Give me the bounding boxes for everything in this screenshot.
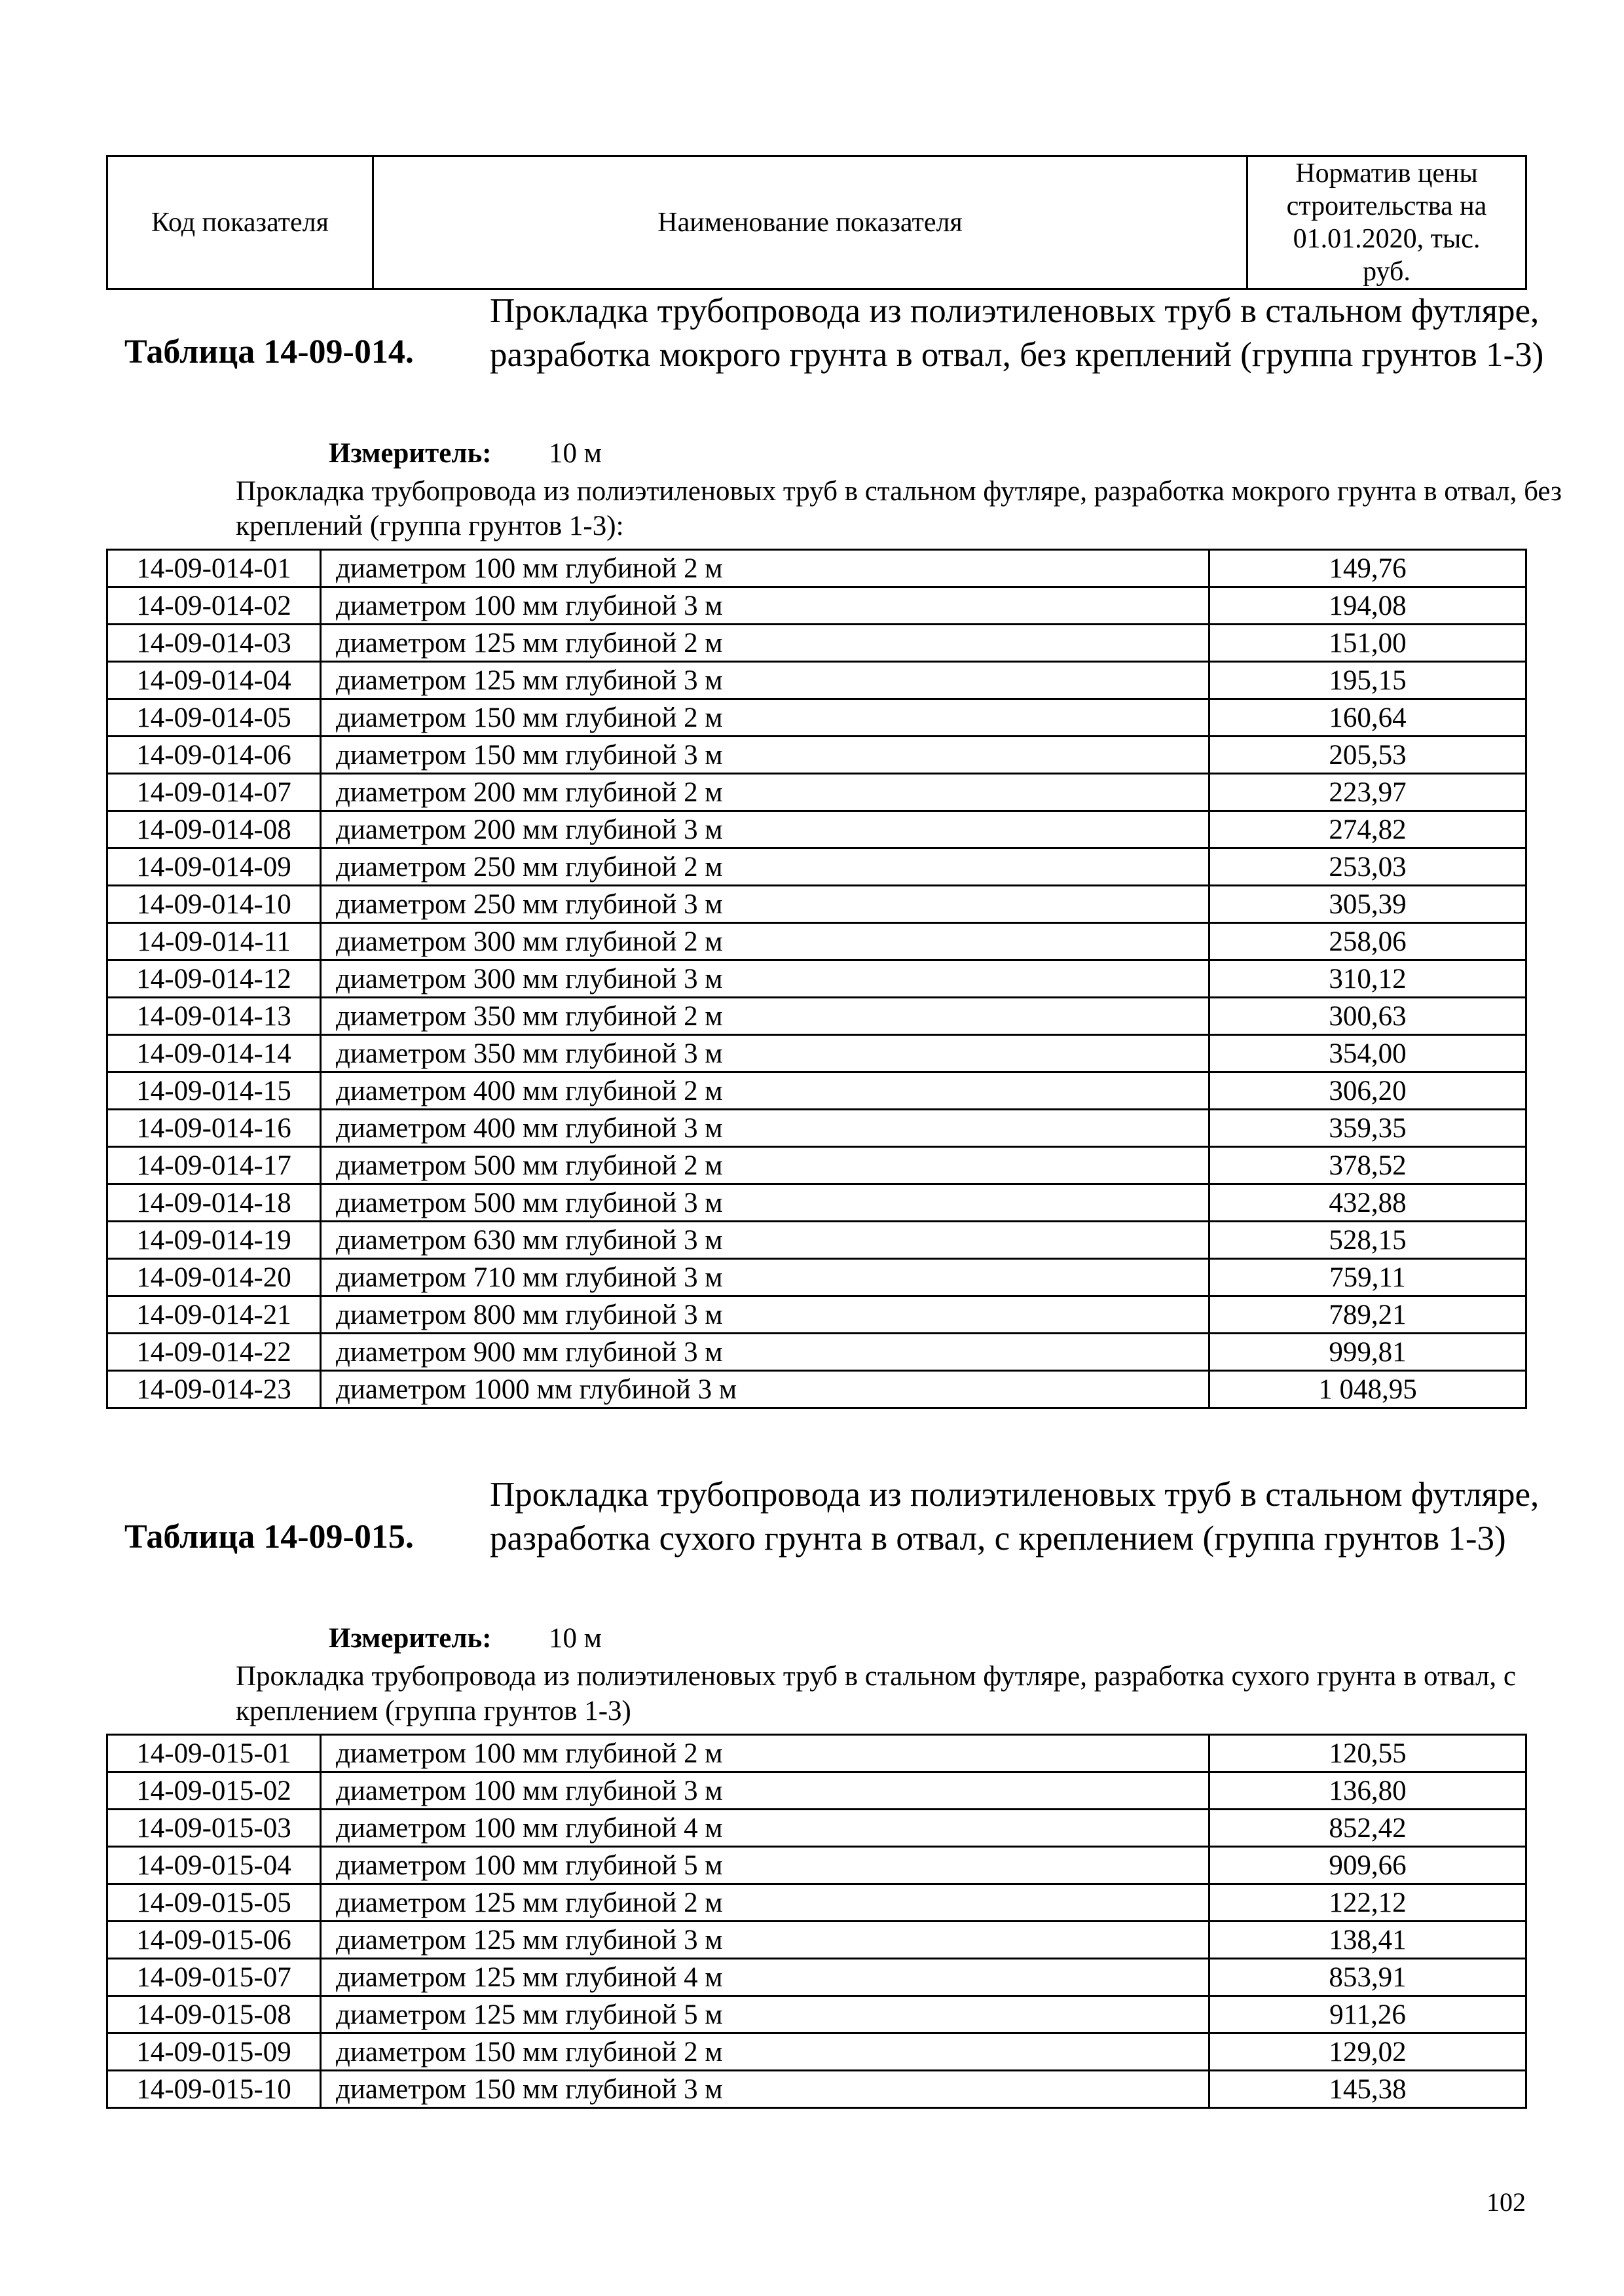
row-code: 14-09-014-17 [107, 1147, 321, 1184]
header-col-code: Код показателя [107, 156, 373, 289]
row-code: 14-09-015-02 [107, 1772, 321, 1810]
row-name: диаметром 500 мм глубиной 3 м [321, 1184, 1209, 1222]
row-code: 14-09-014-13 [107, 998, 321, 1035]
row-price: 789,21 [1209, 1296, 1526, 1334]
row-price: 310,12 [1209, 960, 1526, 998]
row-price: 253,03 [1209, 848, 1526, 886]
row-code: 14-09-014-19 [107, 1222, 321, 1259]
table-row [107, 2071, 1526, 2108]
row-code: 14-09-015-10 [107, 2071, 321, 2108]
row-price: 223,97 [1209, 774, 1526, 811]
row-code: 14-09-014-02 [107, 587, 321, 625]
table-title: Прокладка трубопровода из полиэтиленовых труб в стальном футляре, разработка мокрого грунта в отвал, без креплений (группа грунтов 1-3) [490, 292, 1544, 374]
row-name: диаметром 100 мм глубиной 3 м [321, 587, 1209, 625]
row-price: 999,81 [1209, 1334, 1526, 1371]
row-name: диаметром 500 мм глубиной 2 м [321, 1147, 1209, 1184]
table-label: Таблица 14-09-015. [124, 1518, 414, 1556]
row-code: 14-09-014-04 [107, 662, 321, 699]
data-table [106, 1734, 1527, 2109]
row-name: диаметром 150 мм глубиной 3 м [321, 737, 1209, 774]
row-name: диаметром 125 мм глубиной 2 м [321, 1884, 1209, 1922]
table-row [107, 550, 1526, 587]
row-name: диаметром 400 мм глубиной 3 м [321, 1110, 1209, 1147]
row-code: 14-09-014-18 [107, 1184, 321, 1222]
row-price: 194,08 [1209, 587, 1526, 625]
measure-label: Измеритель: [329, 1623, 492, 1654]
table-row [107, 774, 1526, 811]
table-row [107, 1184, 1526, 1222]
data-table [106, 549, 1527, 1409]
row-code: 14-09-015-01 [107, 1735, 321, 1772]
row-name: диаметром 710 мм глубиной 3 м [321, 1259, 1209, 1296]
row-name: диаметром 100 мм глубиной 2 м [321, 1735, 1209, 1772]
table-title: Прокладка трубопровода из полиэтиленовых труб в стальном футляре, разработка сухого грунта в отвал, с креплением (группа грунтов 1-3) [490, 1476, 1540, 1558]
row-code: 14-09-014-15 [107, 1072, 321, 1110]
table-row [107, 1922, 1526, 1959]
row-price: 306,20 [1209, 1072, 1526, 1110]
row-name: диаметром 125 мм глубиной 2 м [321, 625, 1209, 662]
table-label: Таблица 14-09-014. [124, 333, 414, 371]
row-name: диаметром 100 мм глубиной 4 м [321, 1810, 1209, 1847]
row-name: диаметром 150 мм глубиной 3 м [321, 2071, 1209, 2108]
table-description: Прокладка трубопровода из полиэтиленовых труб в стальном футляре, разработка сухого грунта в отвал, с креплением (группа грунтов 1-3) [236, 1661, 1516, 1726]
row-code: 14-09-014-20 [107, 1259, 321, 1296]
row-price: 759,11 [1209, 1259, 1526, 1296]
measure-value: 10 м [549, 438, 602, 469]
row-name: диаметром 900 мм глубиной 3 м [321, 1334, 1209, 1371]
row-price: 274,82 [1209, 811, 1526, 848]
table-row [107, 811, 1526, 848]
table-row [107, 699, 1526, 737]
row-name: диаметром 1000 мм глубиной 3 м [321, 1371, 1209, 1408]
row-code: 14-09-014-23 [107, 1371, 321, 1408]
row-price: 528,15 [1209, 1222, 1526, 1259]
row-code: 14-09-014-16 [107, 1110, 321, 1147]
row-name: диаметром 300 мм глубиной 3 м [321, 960, 1209, 998]
row-price: 129,02 [1209, 2033, 1526, 2071]
row-name: диаметром 100 мм глубиной 3 м [321, 1772, 1209, 1810]
header-table [106, 155, 1527, 290]
header-col-price: Норматив цены строительства на 01.01.2020, тыс. руб. [1247, 156, 1526, 289]
table-row [107, 1035, 1526, 1072]
row-price: 145,38 [1209, 2071, 1526, 2108]
table-description: Прокладка трубопровода из полиэтиленовых труб в стальном футляре, разработка мокрого грунта в отвал, без креплений (группа грунтов 1-3): [236, 476, 1562, 541]
row-price: 258,06 [1209, 923, 1526, 960]
table-row [107, 1772, 1526, 1810]
row-code: 14-09-015-04 [107, 1847, 321, 1884]
row-price: 909,66 [1209, 1847, 1526, 1884]
row-code: 14-09-014-10 [107, 886, 321, 923]
row-code: 14-09-014-21 [107, 1296, 321, 1334]
table-row [107, 848, 1526, 886]
table-row [107, 1296, 1526, 1334]
row-name: диаметром 400 мм глубиной 2 м [321, 1072, 1209, 1110]
measure-label: Измеритель: [329, 438, 492, 469]
row-price: 151,00 [1209, 625, 1526, 662]
table-row [107, 1259, 1526, 1296]
row-code: 14-09-015-08 [107, 1996, 321, 2033]
row-price: 149,76 [1209, 550, 1526, 587]
page-number: 102 [1486, 2187, 1526, 2217]
measure-value: 10 м [549, 1623, 602, 1654]
row-price: 160,64 [1209, 699, 1526, 737]
row-name: диаметром 125 мм глубиной 5 м [321, 1996, 1209, 2033]
table-row [107, 1222, 1526, 1259]
row-price: 852,42 [1209, 1810, 1526, 1847]
table-row [107, 2033, 1526, 2071]
row-name: диаметром 200 мм глубиной 2 м [321, 774, 1209, 811]
table-row [107, 1147, 1526, 1184]
table-row [107, 625, 1526, 662]
table-row [107, 662, 1526, 699]
table-row [107, 998, 1526, 1035]
table-row [107, 1110, 1526, 1147]
table-row [107, 1847, 1526, 1884]
row-name: диаметром 200 мм глубиной 3 м [321, 811, 1209, 848]
row-code: 14-09-014-07 [107, 774, 321, 811]
row-price: 911,26 [1209, 1996, 1526, 2033]
row-code: 14-09-014-05 [107, 699, 321, 737]
row-name: диаметром 350 мм глубиной 2 м [321, 998, 1209, 1035]
table-row [107, 587, 1526, 625]
row-code: 14-09-014-06 [107, 737, 321, 774]
row-price: 354,00 [1209, 1035, 1526, 1072]
table-row [107, 1072, 1526, 1110]
row-code: 14-09-014-12 [107, 960, 321, 998]
table-row [107, 1371, 1526, 1408]
row-code: 14-09-014-09 [107, 848, 321, 886]
row-price: 120,55 [1209, 1735, 1526, 1772]
row-price: 300,63 [1209, 998, 1526, 1035]
row-price: 136,80 [1209, 1772, 1526, 1810]
row-price: 1 048,95 [1209, 1371, 1526, 1408]
table-row [107, 1959, 1526, 1996]
row-name: диаметром 630 мм глубиной 3 м [321, 1222, 1209, 1259]
row-code: 14-09-014-08 [107, 811, 321, 848]
table-row [107, 1884, 1526, 1922]
row-name: диаметром 150 мм глубиной 2 м [321, 699, 1209, 737]
row-price: 138,41 [1209, 1922, 1526, 1959]
table-row [107, 1996, 1526, 2033]
row-name: диаметром 800 мм глубиной 3 м [321, 1296, 1209, 1334]
row-code: 14-09-015-06 [107, 1922, 321, 1959]
row-name: диаметром 300 мм глубиной 2 м [321, 923, 1209, 960]
row-code: 14-09-014-11 [107, 923, 321, 960]
row-name: диаметром 125 мм глубиной 3 м [321, 1922, 1209, 1959]
row-price: 305,39 [1209, 886, 1526, 923]
row-code: 14-09-015-05 [107, 1884, 321, 1922]
table-row [107, 960, 1526, 998]
row-price: 359,35 [1209, 1110, 1526, 1147]
row-name: диаметром 250 мм глубиной 2 м [321, 848, 1209, 886]
row-name: диаметром 100 мм глубиной 2 м [321, 550, 1209, 587]
row-price: 432,88 [1209, 1184, 1526, 1222]
row-price: 195,15 [1209, 662, 1526, 699]
table-row [107, 1735, 1526, 1772]
row-code: 14-09-014-14 [107, 1035, 321, 1072]
row-code: 14-09-015-09 [107, 2033, 321, 2071]
row-code: 14-09-014-01 [107, 550, 321, 587]
row-name: диаметром 350 мм глубиной 3 м [321, 1035, 1209, 1072]
row-name: диаметром 125 мм глубиной 3 м [321, 662, 1209, 699]
row-price: 378,52 [1209, 1147, 1526, 1184]
row-code: 14-09-015-03 [107, 1810, 321, 1847]
header-col-name: Наименование показателя [373, 156, 1247, 289]
table-row [107, 923, 1526, 960]
table-row [107, 1334, 1526, 1371]
row-name: диаметром 100 мм глубиной 5 м [321, 1847, 1209, 1884]
table-row [107, 737, 1526, 774]
row-name: диаметром 150 мм глубиной 2 м [321, 2033, 1209, 2071]
row-code: 14-09-014-03 [107, 625, 321, 662]
row-name: диаметром 125 мм глубиной 4 м [321, 1959, 1209, 1996]
row-price: 853,91 [1209, 1959, 1526, 1996]
table-row [107, 1810, 1526, 1847]
row-price: 122,12 [1209, 1884, 1526, 1922]
row-name: диаметром 250 мм глубиной 3 м [321, 886, 1209, 923]
row-code: 14-09-014-22 [107, 1334, 321, 1371]
table-row [107, 886, 1526, 923]
row-code: 14-09-015-07 [107, 1959, 321, 1996]
row-price: 205,53 [1209, 737, 1526, 774]
